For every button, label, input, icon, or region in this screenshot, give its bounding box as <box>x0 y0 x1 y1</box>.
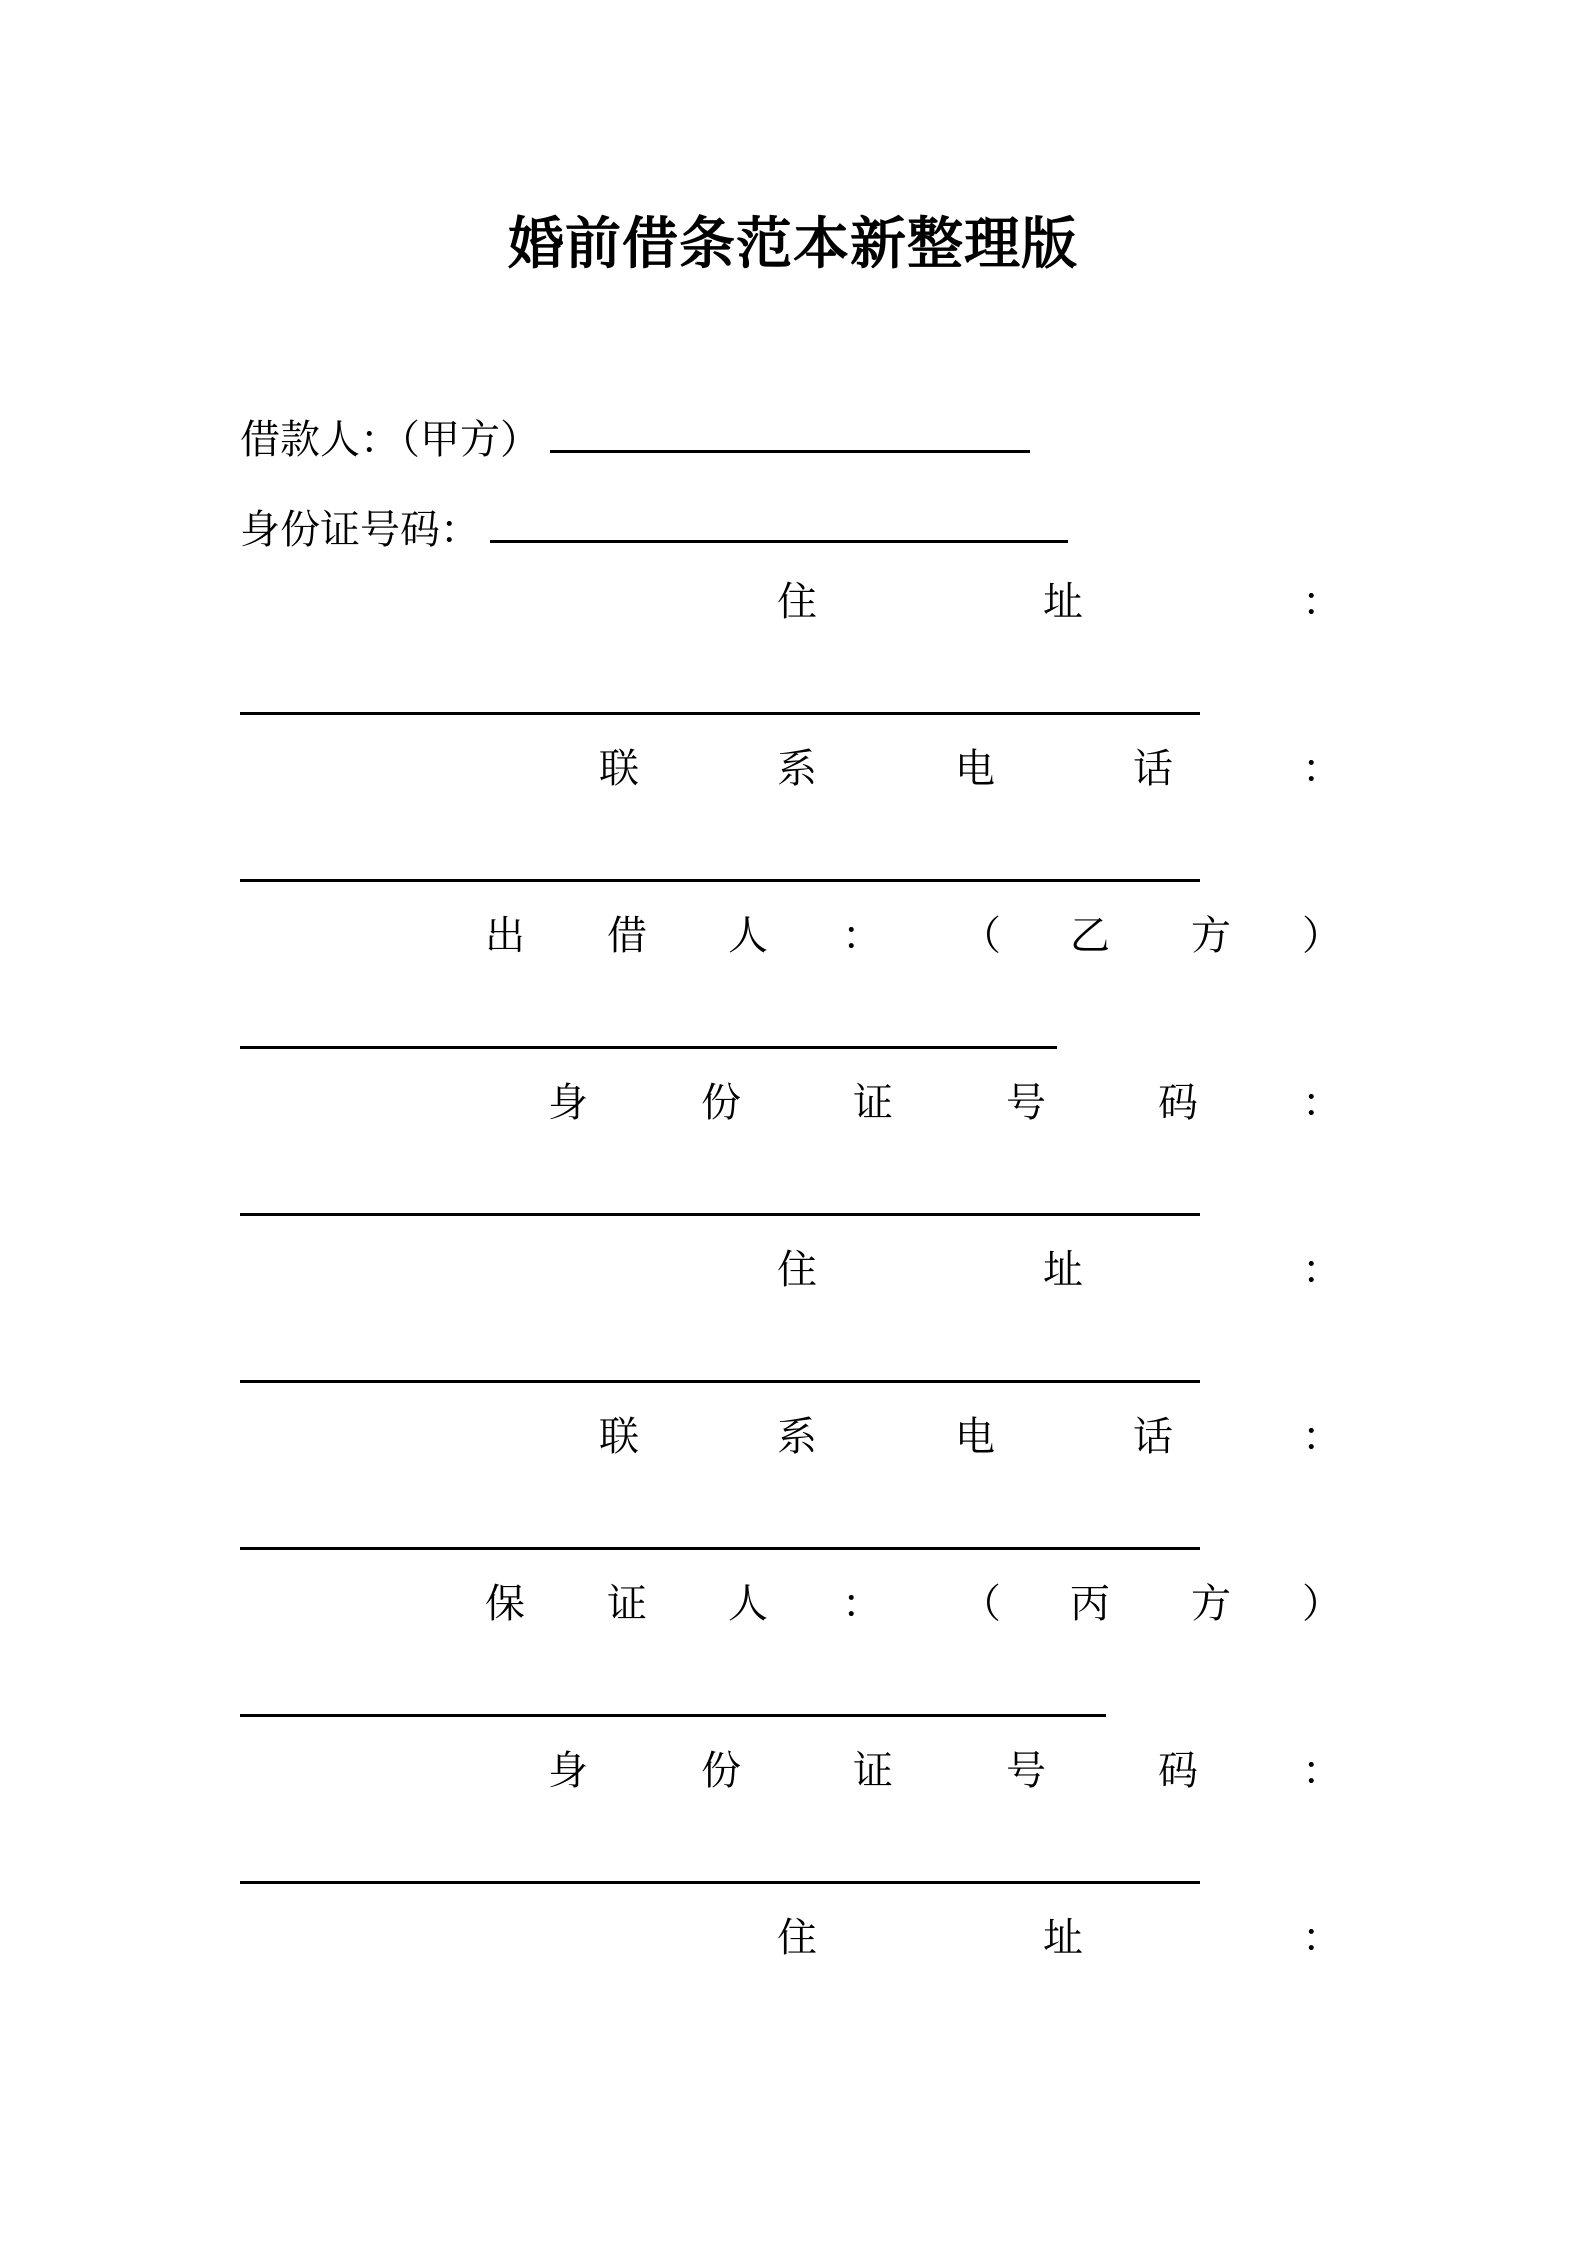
borrower-label: 借款人：（甲方） <box>240 417 540 463</box>
label-char: 码 <box>1158 1748 1198 1794</box>
label-char: 话 <box>1133 746 1173 792</box>
label-char: ） <box>1302 1581 1342 1627</box>
lender-phone-label-row <box>0 1407 1586 1467</box>
document-title: 婚前借条范本新整理版 <box>508 212 1078 277</box>
label-char: 丙 <box>1070 1581 1110 1627</box>
guarantor-address-label-row <box>0 1908 1586 1968</box>
borrower-id-blank[interactable] <box>490 506 1068 543</box>
label-char: ： <box>1302 1414 1342 1460</box>
label-char: （ <box>961 913 1001 959</box>
lender-address-label-row <box>0 1240 1586 1300</box>
borrower-address-label-row <box>0 572 1586 632</box>
label-char: 身 <box>548 1748 588 1794</box>
label-char: 号 <box>1006 1748 1046 1794</box>
label-char: 住 <box>777 1915 817 1961</box>
label-char: 乙 <box>1070 913 1110 959</box>
label-char: 联 <box>599 1414 639 1460</box>
lender-id-blank[interactable] <box>240 1213 1200 1216</box>
label-char: 份 <box>701 1748 741 1794</box>
label-char: 电 <box>955 746 995 792</box>
label-char: 份 <box>701 1080 741 1126</box>
guarantor-label-row <box>0 1574 1586 1634</box>
lender-address-blank[interactable] <box>240 1380 1200 1383</box>
label-char: 系 <box>777 746 817 792</box>
label-char: 方 <box>1191 1581 1231 1627</box>
guarantor-id-label-row <box>0 1741 1586 1801</box>
label-char: ： <box>842 913 882 959</box>
label-char: ） <box>1302 913 1342 959</box>
label-char: 人 <box>728 913 768 959</box>
label-char: 址 <box>1043 1247 1083 1293</box>
label-char: ： <box>1302 1915 1342 1961</box>
lender-id-label-row <box>0 1073 1586 1133</box>
lender-label-row <box>0 906 1586 966</box>
label-char: 身 <box>548 1080 588 1126</box>
label-char: ： <box>1302 1247 1342 1293</box>
borrower-phone-label-row <box>0 739 1586 799</box>
borrower-id-label: 身份证号码： <box>240 507 480 553</box>
label-char: 住 <box>777 1247 817 1293</box>
label-char: 址 <box>1043 1915 1083 1961</box>
label-char: 证 <box>853 1748 893 1794</box>
label-char: 话 <box>1133 1414 1173 1460</box>
label-char: 联 <box>599 746 639 792</box>
label-char: 号 <box>1006 1080 1046 1126</box>
label-char: 证 <box>607 1581 647 1627</box>
lender-phone-blank[interactable] <box>240 1547 1200 1550</box>
label-char: ： <box>1302 1080 1342 1126</box>
label-char: 借 <box>607 913 647 959</box>
label-char: 址 <box>1043 579 1083 625</box>
label-char: 保 <box>485 1581 525 1627</box>
label-char: 码 <box>1158 1080 1198 1126</box>
label-char: ： <box>1302 1748 1342 1794</box>
label-char: 住 <box>777 579 817 625</box>
lender-blank[interactable] <box>240 1046 1057 1049</box>
label-char: 方 <box>1191 913 1231 959</box>
borrower-blank[interactable] <box>550 416 1030 453</box>
label-char: 系 <box>777 1414 817 1460</box>
label-char: 电 <box>955 1414 995 1460</box>
label-char: ： <box>1302 579 1342 625</box>
borrower-phone-blank[interactable] <box>240 879 1200 882</box>
label-char: ： <box>842 1581 882 1627</box>
borrower-line <box>240 410 1330 470</box>
guarantor-id-blank[interactable] <box>240 1881 1200 1884</box>
label-char: ： <box>1302 746 1342 792</box>
label-char: 出 <box>485 913 525 959</box>
label-char: 人 <box>728 1581 768 1627</box>
borrower-id-line <box>240 500 1330 560</box>
guarantor-blank[interactable] <box>240 1714 1106 1717</box>
borrower-address-blank[interactable] <box>240 712 1200 715</box>
label-char: （ <box>961 1581 1001 1627</box>
label-char: 证 <box>853 1080 893 1126</box>
